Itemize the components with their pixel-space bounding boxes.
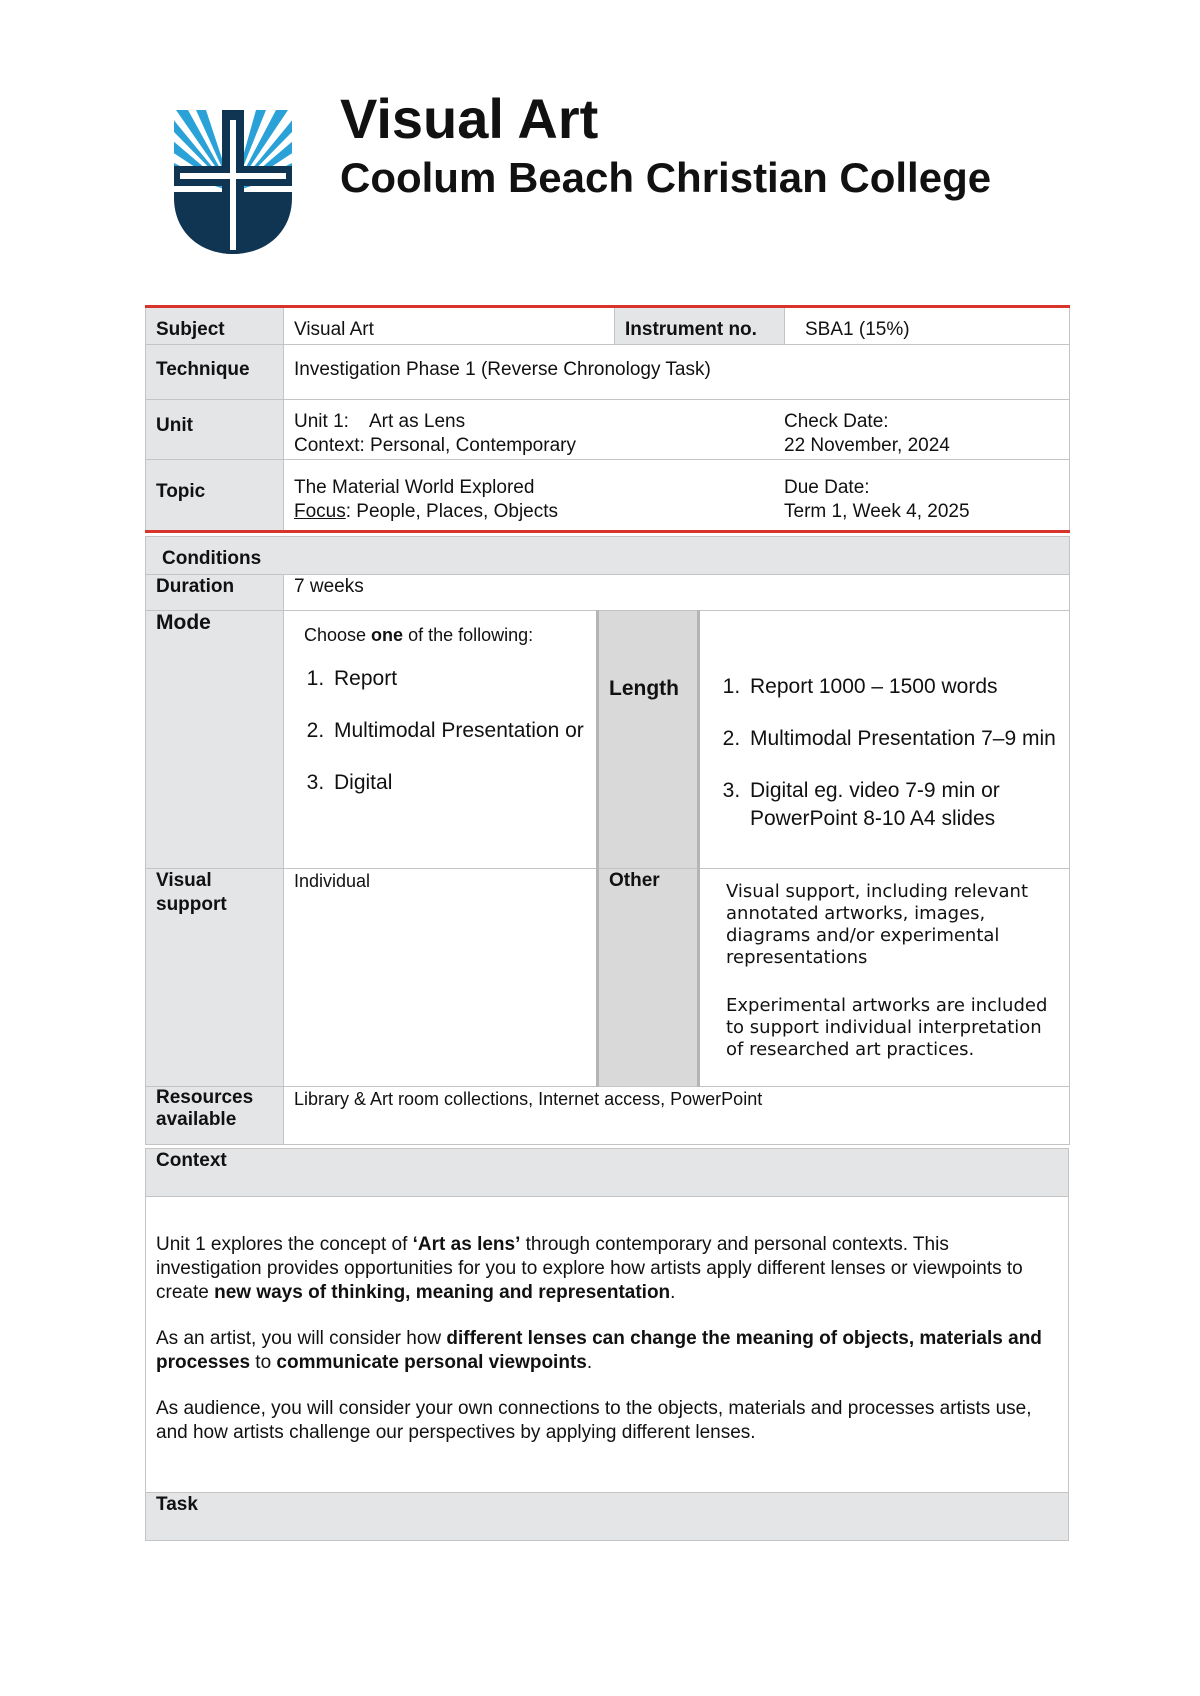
mode-options-list (294, 665, 586, 797)
context-paragraph-2 (156, 1327, 1058, 1375)
context-p2-a: As an artist, you will consider how (156, 1328, 447, 1349)
other-text-visual: Visual support, including relevant annotated artworks, images, diagrams and/or experimental representations (726, 881, 1029, 968)
subject-row (146, 307, 1070, 345)
focus-label: Focus (294, 501, 346, 522)
length-option: 1. Report 1000 – 1500 words (746, 673, 1059, 701)
focus-value: : People, Places, Objects (345, 501, 559, 522)
context-p2-c: to (250, 1352, 277, 1373)
length-options-list (710, 673, 1059, 833)
length-option: 3. Digital eg. video 7-9 min or PowerPoint 8-10 A4 slides (746, 777, 1059, 833)
instrument-value: SBA1 (15%) (785, 307, 1070, 345)
conditions-heading: Conditions (146, 537, 1070, 575)
other-cell (699, 869, 1070, 1087)
subject-value: Visual Art (284, 307, 615, 345)
other-label: Other (598, 869, 699, 1087)
context-paragraph-1 (156, 1233, 1058, 1305)
unit-label: Unit (146, 400, 284, 460)
college-logo-icon (172, 110, 294, 254)
context-p2-b: different lenses can change the meaning of objects, materials and processes (156, 1328, 1042, 1373)
topic-title: The Material World Explored (294, 477, 535, 498)
length-option: 2. Multimodal Presentation 7–9 min (746, 725, 1059, 753)
context-paragraph-3: As audience, you will consider your own connections to the objects, materials and processes artists use, and how artists challenge our perspectives by applying different lenses. (156, 1398, 1032, 1443)
mode-option: 2. Multimodal Presentation or (330, 717, 586, 745)
context-p2-d: communicate personal viewpoints (276, 1352, 587, 1373)
instrument-label: Instrument no. (615, 307, 785, 345)
mode-option: 3. Digital (330, 769, 586, 797)
conditions-table (145, 536, 1069, 1145)
mode-row (146, 611, 1070, 869)
choose-prefix: Choose (304, 625, 372, 645)
resources-value: Library & Art room collections, Internet access, PowerPoint (284, 1087, 1070, 1145)
mode-option: 1. Report (330, 665, 586, 693)
duration-value: 7 weeks (284, 575, 1070, 611)
technique-row (146, 345, 1070, 400)
context-body (146, 1197, 1069, 1493)
resources-label: Resources available (146, 1087, 284, 1145)
unit-row (146, 400, 1070, 460)
duration-row (146, 575, 1070, 611)
unit-title: Unit 1: Art as Lens (294, 411, 466, 432)
subject-label: Subject (146, 307, 284, 345)
topic-row (146, 460, 1070, 532)
check-date-value: 22 November, 2024 (784, 435, 950, 456)
task-header-row (146, 1493, 1069, 1541)
technique-value: Investigation Phase 1 (Reverse Chronology Task) (284, 345, 1070, 400)
context-p1-a: Unit 1 explores the concept of (156, 1234, 413, 1255)
unit-context: Context: Personal, Contemporary (294, 435, 576, 456)
context-p1-b: ‘Art as lens’ (412, 1234, 521, 1255)
resources-row (146, 1087, 1070, 1145)
other-text-experimental: Experimental artworks are included to support individual interpretation of researched art practices. (726, 995, 1048, 1060)
visual-support-row (146, 869, 1070, 1087)
visual-support-value: Individual (284, 869, 598, 1087)
choose-suffix: of the following: (403, 625, 534, 645)
context-header-row (146, 1149, 1069, 1197)
context-p1-d: new ways of thinking, meaning and representation (214, 1282, 671, 1303)
length-options-cell (699, 611, 1070, 869)
choose-bold: one (371, 625, 404, 645)
mode-label: Mode (146, 611, 284, 869)
college-name: Coolum Beach Christian College (340, 154, 992, 201)
due-date-value: Term 1, Week 4, 2025 (784, 501, 970, 522)
check-date-label: Check Date: (784, 411, 889, 432)
due-date-label: Due Date: (784, 477, 870, 498)
length-label: Length (598, 611, 699, 869)
context-p1-e: . (670, 1282, 676, 1303)
visual-support-label: Visual support (146, 869, 284, 1087)
context-heading: Context (146, 1149, 1069, 1197)
technique-label: Technique (146, 345, 284, 400)
conditions-header-row (146, 537, 1070, 575)
page-title: Visual Art (340, 87, 599, 150)
topic-label: Topic (146, 460, 284, 532)
context-p1-c: through contemporary and personal contexts. This investigation provides opportunities for you to explore how artists apply different lenses or viewpoints to create (156, 1234, 1023, 1303)
duration-label: Duration (146, 575, 284, 611)
context-p2-e: . (586, 1352, 593, 1373)
details-table (145, 305, 1069, 533)
task-heading: Task (146, 1493, 1069, 1541)
choose-instruction (304, 623, 586, 647)
mode-options-cell (284, 611, 598, 869)
context-body-row (146, 1197, 1069, 1493)
context-table (145, 1148, 1069, 1541)
